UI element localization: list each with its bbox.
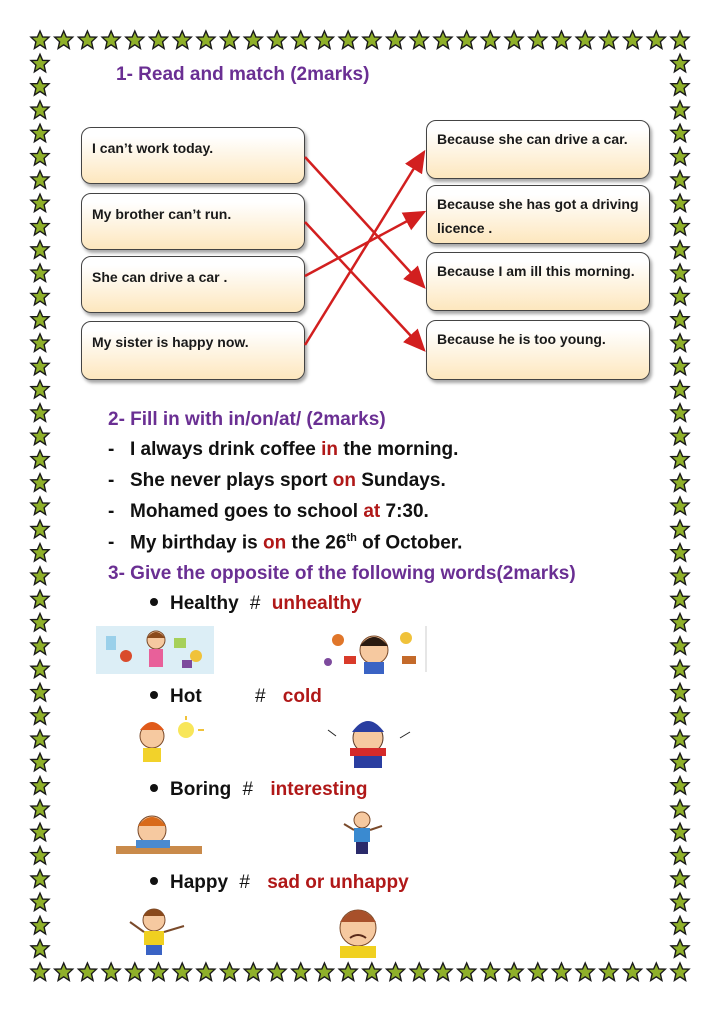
hot-boy-illustration bbox=[132, 716, 222, 762]
border-star-icon bbox=[647, 963, 665, 981]
match-right-3: Because I am ill this morning. bbox=[426, 252, 650, 311]
border-star-icon bbox=[268, 963, 286, 981]
border-star-icon bbox=[244, 963, 262, 981]
fill-answer-1: in bbox=[321, 439, 339, 460]
border-star-icon bbox=[671, 707, 689, 725]
border-star-icon bbox=[671, 800, 689, 818]
opposite-item-2: Hot # cold bbox=[150, 686, 322, 708]
border-star-icon bbox=[671, 497, 689, 515]
junk-food-illustration bbox=[318, 626, 430, 674]
border-star-icon bbox=[671, 753, 689, 771]
border-star-icon bbox=[31, 963, 49, 981]
border-star-icon bbox=[529, 963, 547, 981]
border-star-icon bbox=[31, 683, 49, 701]
border-star-icon bbox=[31, 800, 49, 818]
border-star-icon bbox=[671, 870, 689, 888]
bored-boy-illustration bbox=[112, 812, 202, 858]
border-star-icon bbox=[671, 730, 689, 748]
border-star-icon bbox=[31, 427, 49, 445]
border-star-icon bbox=[458, 963, 476, 981]
border-star-icon bbox=[600, 963, 618, 981]
border-star-icon bbox=[31, 893, 49, 911]
border-star-icon bbox=[292, 963, 310, 981]
border-star-icon bbox=[671, 916, 689, 934]
border-star-icon bbox=[31, 497, 49, 515]
fill-answer-2: on bbox=[332, 470, 356, 491]
section2-title: 2- Fill in with in/on/at/ (2marks) bbox=[108, 409, 386, 430]
match-left-4: My sister is happy now. bbox=[81, 321, 305, 380]
happy-boy-illustration bbox=[124, 908, 194, 956]
border-star-icon bbox=[31, 870, 49, 888]
match-right-4: Because he is too young. bbox=[426, 320, 650, 380]
section1-title: 1- Read and match (2marks) bbox=[116, 64, 370, 85]
border-star-icon bbox=[31, 450, 49, 468]
border-star-icon bbox=[671, 590, 689, 608]
match-left-1: I can’t work today. bbox=[81, 127, 305, 184]
border-star-icon bbox=[55, 963, 73, 981]
interested-boy-illustration bbox=[340, 810, 386, 858]
opposite-item-3: Boring # interesting bbox=[150, 779, 367, 801]
border-star-icon bbox=[31, 777, 49, 795]
border-star-icon bbox=[671, 544, 689, 562]
match-left-2: My brother can’t run. bbox=[81, 193, 305, 250]
opposite-item-1: Healthy # unhealthy bbox=[150, 593, 362, 615]
match-arrows bbox=[0, 0, 720, 420]
border-star-icon bbox=[671, 777, 689, 795]
fill-answer-4: on bbox=[263, 532, 287, 554]
match-right-1: Because she can drive a car. bbox=[426, 120, 650, 179]
border-star-icon bbox=[31, 590, 49, 608]
border-star-icon bbox=[671, 474, 689, 492]
border-star-icon bbox=[31, 753, 49, 771]
sad-boy-illustration bbox=[310, 906, 406, 958]
border-star-icon bbox=[31, 614, 49, 632]
border-star-icon bbox=[552, 963, 570, 981]
border-star-icon bbox=[173, 963, 191, 981]
border-star-icon bbox=[31, 520, 49, 538]
border-star-icon bbox=[31, 940, 49, 958]
border-star-icon bbox=[78, 963, 96, 981]
border-star-icon bbox=[434, 963, 452, 981]
border-star-icon bbox=[671, 940, 689, 958]
border-star-icon bbox=[126, 963, 144, 981]
border-star-icon bbox=[31, 707, 49, 725]
border-star-icon bbox=[576, 963, 594, 981]
border-star-icon bbox=[31, 823, 49, 841]
border-star-icon bbox=[315, 963, 333, 981]
border-star-icon bbox=[363, 963, 381, 981]
border-star-icon bbox=[671, 963, 689, 981]
border-star-icon bbox=[31, 637, 49, 655]
border-star-icon bbox=[671, 567, 689, 585]
border-star-icon bbox=[671, 520, 689, 538]
border-star-icon bbox=[671, 637, 689, 655]
fill-sentence-2: - She never plays sport on Sundays. bbox=[108, 470, 446, 491]
border-star-icon bbox=[671, 427, 689, 445]
fill-sentence-1: - I always drink coffee in the morning. bbox=[108, 439, 459, 460]
section3-title: 3- Give the opposite of the following words(2marks) bbox=[108, 563, 576, 584]
border-star-icon bbox=[671, 847, 689, 865]
cold-boy-illustration bbox=[320, 716, 416, 768]
border-star-icon bbox=[221, 963, 239, 981]
fill-answer-3: at bbox=[363, 501, 381, 522]
border-star-icon bbox=[339, 963, 357, 981]
border-star-icon bbox=[671, 823, 689, 841]
border-star-icon bbox=[387, 963, 405, 981]
border-star-icon bbox=[624, 963, 642, 981]
border-star-icon bbox=[410, 963, 428, 981]
border-star-icon bbox=[150, 963, 168, 981]
match-right-2: Because she has got a driving licence . bbox=[426, 185, 650, 244]
border-star-icon bbox=[31, 730, 49, 748]
border-star-icon bbox=[102, 963, 120, 981]
fill-sentence-3: - Mohamed goes to school at 7:30. bbox=[108, 501, 429, 522]
border-star-icon bbox=[31, 916, 49, 934]
border-star-icon bbox=[671, 893, 689, 911]
border-star-icon bbox=[31, 847, 49, 865]
border-star-icon bbox=[197, 963, 215, 981]
fill-sentence-4: - My birthday is on the 26th of October. bbox=[108, 532, 463, 554]
border-star-icon bbox=[671, 614, 689, 632]
border-star-icon bbox=[671, 660, 689, 678]
border-star-icon bbox=[31, 474, 49, 492]
arrow-4-to-1 bbox=[305, 152, 424, 345]
border-star-icon bbox=[671, 683, 689, 701]
border-star-icon bbox=[31, 660, 49, 678]
opposite-item-4: Happy # sad or unhappy bbox=[150, 872, 409, 894]
healthy-food-illustration bbox=[96, 626, 214, 674]
border-star-icon bbox=[31, 567, 49, 585]
border-star-icon bbox=[671, 450, 689, 468]
border-star-icon bbox=[31, 544, 49, 562]
arrow-2-to-4 bbox=[305, 222, 424, 350]
match-left-3: She can drive a car . bbox=[81, 256, 305, 313]
border-star-icon bbox=[481, 963, 499, 981]
border-star-icon bbox=[505, 963, 523, 981]
